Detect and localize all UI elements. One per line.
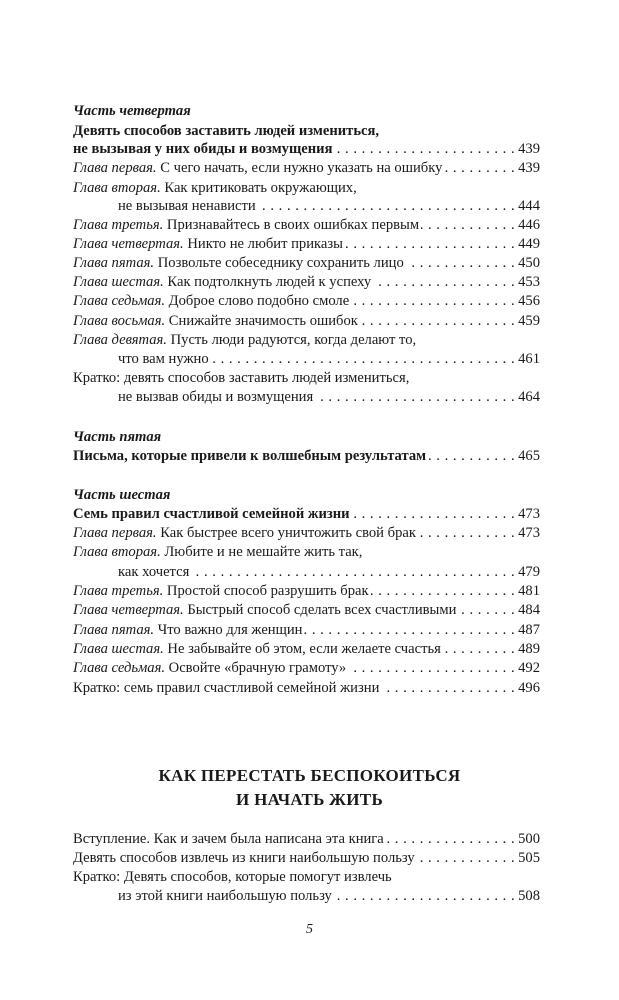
chapter-title: Как подтолкнуть людей к успеху <box>163 274 372 290</box>
page-ref: 456 <box>518 293 540 309</box>
part5-title-line <box>73 446 540 466</box>
part6-title: Семь правил счастливой семейной жизни <box>73 506 350 522</box>
page-ref: 459 <box>518 313 540 329</box>
toc-entry <box>73 600 540 620</box>
chapter-title: С чего начать, если нужно указать на ошибку <box>156 160 443 176</box>
page-ref: 481 <box>518 583 540 599</box>
page-ref: 453 <box>518 274 540 290</box>
dot-leader <box>191 562 515 582</box>
toc-entry-cont <box>118 349 540 369</box>
page-ref: 508 <box>518 888 540 904</box>
part6-summary-line <box>73 678 540 698</box>
dot-leader <box>406 253 515 273</box>
toc-entry <box>73 658 540 678</box>
page-ref: 500 <box>518 831 540 847</box>
dot-leader <box>360 311 515 331</box>
part6-label-line <box>73 485 540 505</box>
page-ref: 505 <box>518 850 540 866</box>
dot-leader <box>348 658 515 678</box>
chapter-prefix: Глава пятая. <box>73 255 155 271</box>
chapter-title: Как критиковать окружающих, <box>160 180 357 196</box>
part4-label-line <box>73 101 540 121</box>
dot-leader <box>371 581 516 601</box>
chapter-title: Снижайте значимость ошибок <box>165 313 358 329</box>
part4-title-line2 <box>73 139 540 159</box>
toc-entry <box>73 620 540 640</box>
summary-text: Кратко: Девять способов, которые помогут извлечь <box>73 869 392 885</box>
part6-title-line <box>73 504 540 524</box>
toc-entry <box>73 523 540 543</box>
chapter-prefix: Глава третья. <box>73 217 164 233</box>
page-ref: 492 <box>518 660 540 676</box>
page-ref: 446 <box>518 217 540 233</box>
chapter-prefix: Глава первая. <box>73 525 157 541</box>
summary-text: Кратко: девять способов заставить людей измениться, <box>73 370 410 386</box>
toc-entry <box>73 234 540 254</box>
toc-entry <box>73 581 540 601</box>
part4-title-line1 <box>73 121 540 141</box>
dot-leader <box>315 387 515 407</box>
page-ref: 496 <box>518 680 540 696</box>
dot-leader <box>458 600 515 620</box>
toc-entry <box>73 253 540 273</box>
page-ref: 465 <box>518 448 540 464</box>
chapter-title: Доброе слово подобно смоле <box>165 293 350 309</box>
chapter-prefix: Глава первая. <box>73 160 157 176</box>
part4-summary-line2 <box>118 387 540 407</box>
chapter-prefix: Глава третья. <box>73 583 164 599</box>
chapter-prefix: Глава седьмая. <box>73 660 166 676</box>
dot-leader <box>386 829 515 849</box>
chapter-title: Что важно для женщин <box>154 622 303 638</box>
dot-leader <box>258 196 515 216</box>
dot-leader <box>381 678 515 698</box>
dot-leader <box>352 504 516 524</box>
part4-summary-line1 <box>73 368 540 388</box>
page-ref: 461 <box>518 351 540 367</box>
chapter-prefix: Глава девятая. <box>73 332 167 348</box>
chapter-prefix: Глава вторая. <box>73 180 161 196</box>
chapter-prefix: Глава седьмая. <box>73 293 166 309</box>
dot-leader <box>211 349 515 369</box>
page-number: 5 <box>306 922 313 937</box>
part4-title-1: Девять способов заставить людей измениться, <box>73 123 380 139</box>
chapter-title: Как быстрее всего уничтожить свой брак <box>156 525 416 541</box>
chapter-title: Позвольте собеседнику сохранить лицо <box>154 255 404 271</box>
chapter-title: Никто не любит приказы <box>183 236 343 252</box>
chapter-title-cont: как хочется <box>118 564 190 580</box>
part5-label: Часть пятая <box>73 429 162 445</box>
summary-text: Кратко: семь правил счастливой семейной жизни <box>73 680 380 696</box>
page-ref: 449 <box>518 236 540 252</box>
chapter-title: Любите и не мешайте жить так, <box>160 544 363 560</box>
part4-label: Часть четвертая <box>73 103 191 119</box>
page-ref: 444 <box>518 198 540 214</box>
dot-leader <box>443 639 515 659</box>
chapter-title-cont: что вам нужно <box>118 351 209 367</box>
chapter-prefix: Глава шестая. <box>73 641 164 657</box>
book2-heading-line1: КАК ПЕРЕСТАТЬ БЕСПОКОИТЬСЯ <box>158 766 461 785</box>
summary-text-cont: из этой книги наибольшую пользу <box>118 888 332 904</box>
dot-leader <box>421 215 515 235</box>
part4-title-2: не вызывая у них обиды и возмущения <box>73 141 333 157</box>
dot-leader <box>373 272 515 292</box>
dot-leader <box>351 291 515 311</box>
part6-label: Часть шестая <box>73 487 171 503</box>
dot-leader <box>304 620 515 640</box>
toc-entry-cont <box>118 562 540 582</box>
chapter-title: Не забывайте об этом, если желаете счастья <box>163 641 441 657</box>
page-ref: 439 <box>518 160 540 176</box>
page-ref: 439 <box>518 141 540 157</box>
chapter-title: Освойте «брачную грамоту» <box>165 660 347 676</box>
chapter-prefix: Глава четвертая. <box>73 236 184 252</box>
dot-leader <box>345 234 515 254</box>
page-ref: 450 <box>518 255 540 271</box>
chapter-title-cont: не вызывая ненависти <box>118 198 256 214</box>
part5-label-line <box>73 427 540 447</box>
toc-entry <box>73 291 540 311</box>
page-ref: 473 <box>518 525 540 541</box>
toc-entry <box>73 272 540 292</box>
book2-heading-line2: И НАЧАТЬ ЖИТЬ <box>236 790 383 809</box>
toc-entry <box>73 542 540 562</box>
page-ref: 489 <box>518 641 540 657</box>
part5-title: Письма, которые привели к волшебным результатам <box>73 448 427 464</box>
dot-leader <box>334 886 515 906</box>
book2-summary-line2 <box>118 886 540 906</box>
chapter-title: Признавайтесь в своих ошибках первым <box>163 217 420 233</box>
dot-leader <box>428 446 515 466</box>
entry-title: Вступление. Как и зачем была написана эта книга <box>73 831 384 847</box>
chapter-title: Пусть люди радуются, когда делают то, <box>166 332 417 348</box>
toc-entry-cont <box>118 196 540 216</box>
toc-entry <box>73 848 540 868</box>
toc-entry <box>73 215 540 235</box>
toc-entry <box>73 311 540 331</box>
chapter-prefix: Глава вторая. <box>73 544 161 560</box>
toc-entry <box>73 639 540 659</box>
dot-leader <box>444 158 515 178</box>
chapter-prefix: Глава шестая. <box>73 274 164 290</box>
entry-title: Девять способов извлечь из книги наибольшую пользу <box>73 850 415 866</box>
summary-text-cont: не вызвав обиды и возмущения <box>118 389 314 405</box>
dot-leader <box>334 139 515 159</box>
toc-entry <box>73 178 540 198</box>
page-ref: 464 <box>518 389 540 405</box>
chapter-prefix: Глава четвертая. <box>73 602 184 618</box>
page-ref: 479 <box>518 564 540 580</box>
toc-entry <box>73 829 540 849</box>
chapter-title: Простой способ разрушить брак <box>163 583 369 599</box>
page-ref: 484 <box>518 602 540 618</box>
toc-entry <box>73 158 540 178</box>
page-ref: 487 <box>518 622 540 638</box>
dot-leader <box>417 848 515 868</box>
chapter-prefix: Глава пятая. <box>73 622 155 638</box>
book2-summary-line1 <box>73 867 540 887</box>
page-ref: 473 <box>518 506 540 522</box>
chapter-prefix: Глава восьмая. <box>73 313 166 329</box>
toc-entry <box>73 330 540 350</box>
dot-leader <box>418 523 515 543</box>
chapter-title: Быстрый способ сделать всех счастливыми <box>183 602 457 618</box>
